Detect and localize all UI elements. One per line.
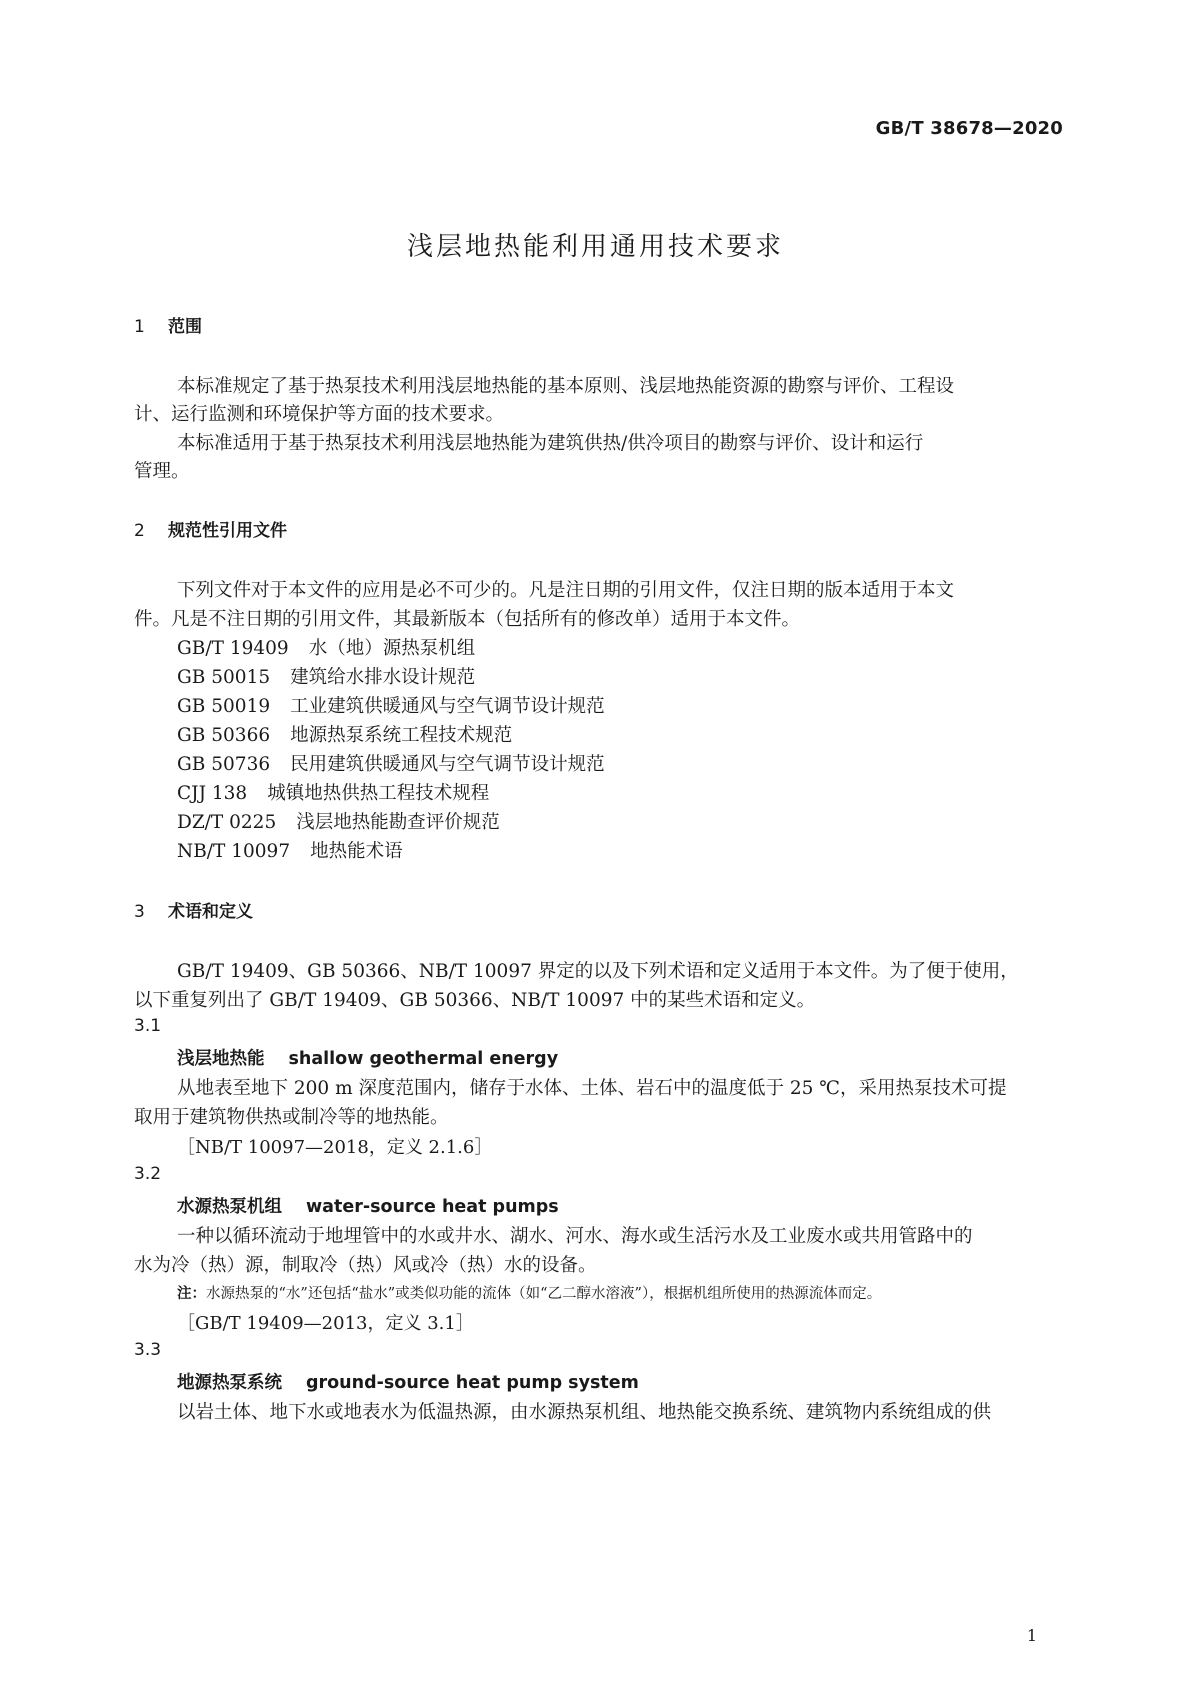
- reference-title: 地热能术语: [310, 841, 403, 862]
- reference-code: CJJ 138: [177, 783, 248, 804]
- reference-title: 民用建筑供暖通风与空气调节设计规范: [290, 754, 605, 775]
- section-title: 规范性引用文件: [168, 521, 287, 541]
- reference-code: NB/T 10097: [177, 841, 291, 862]
- definition-line: 一种以循环流动于地埋管中的水或井水、湖水、河水、海水或生活污水及工业废水或共用管路中的: [177, 1226, 973, 1247]
- reference-title: 城镇地热供热工程技术规程: [267, 783, 490, 804]
- term-chinese: 浅层地热能: [177, 1049, 265, 1069]
- section-2-heading: [134, 516, 287, 541]
- reference-title: 建筑给水排水设计规范: [290, 667, 476, 688]
- section-number: 1: [134, 317, 145, 337]
- reference-item: [177, 721, 512, 747]
- term-chinese: 水源热泵机组: [177, 1197, 282, 1217]
- reference-title: 工业建筑供暖通风与空气调节设计规范: [290, 696, 605, 717]
- reference-item: [177, 692, 605, 718]
- section-title: 术语和定义: [168, 902, 253, 922]
- reference-item: [177, 837, 403, 863]
- reference-code: GB 50736: [177, 754, 271, 775]
- term-source: ［NB/T 10097—2018，定义 2.1.6］: [177, 1137, 493, 1158]
- definition-line: 从地表至地下 200 m 深度范围内，储存于水体、土体、岩石中的温度低于 25 ℃，采用热泵技术可提: [177, 1078, 1007, 1099]
- term-chinese: 地源热泵系统: [177, 1373, 282, 1393]
- reference-code: GB/T 19409: [177, 638, 289, 659]
- paragraph-line: 本标准适用于基于热泵技术利用浅层地热能为建筑供热/供冷项目的勘察与评价、设计和运行: [177, 433, 924, 454]
- term-note: [177, 1282, 881, 1303]
- reference-code: DZ/T 0225: [177, 812, 277, 833]
- note-label: 注：: [177, 1285, 206, 1302]
- section-number: 3: [134, 902, 145, 922]
- term-english: water-source heat pumps: [306, 1197, 559, 1217]
- page-number: 1: [1026, 1626, 1037, 1645]
- paragraph-line: GB/T 19409、GB 50366、NB/T 10097 界定的以及下列术语和定义适用于本文件。为了便于使用，: [177, 961, 1019, 982]
- reference-item: [177, 808, 500, 834]
- definition-line: 水为冷（热）源，制取冷（热）风或冷（热）水的设备。: [134, 1255, 597, 1276]
- term-number: 3.2: [134, 1164, 162, 1184]
- paragraph-line: 下列文件对于本文件的应用是必不可少的。凡是注日期的引用文件，仅注日期的版本适用于本文: [177, 580, 955, 601]
- section-1-heading: [134, 312, 202, 337]
- standard-number: GB/T 38678—2020: [875, 118, 1063, 139]
- reference-item: [177, 663, 475, 689]
- term-heading: [177, 1193, 559, 1218]
- reference-title: 浅层地热能勘查评价规范: [296, 812, 500, 833]
- reference-code: GB 50366: [177, 725, 271, 746]
- term-number: 3.3: [134, 1340, 162, 1360]
- definition-line: 以岩土体、地下水或地表水为低温热源，由水源热泵机组、地热能交换系统、建筑物内系统组成的供: [177, 1402, 992, 1423]
- reference-code: GB 50015: [177, 667, 271, 688]
- definition-line: 取用于建筑物供热或制冷等的地热能。: [134, 1107, 449, 1128]
- reference-item: [177, 750, 605, 776]
- term-heading: [177, 1045, 558, 1070]
- reference-item: [177, 634, 475, 660]
- section-number: 2: [134, 521, 145, 541]
- term-english: shallow geothermal energy: [288, 1049, 559, 1069]
- note-text: 水源热泵的“水”还包括“盐水”或类似功能的流体（如“乙二醇水溶液”），根据机组所使用的热源流体而定。: [206, 1286, 882, 1302]
- document-title: 浅层地热能利用通用技术要求: [406, 232, 784, 262]
- term-source: ［GB/T 19409—2013，定义 3.1］: [177, 1313, 474, 1334]
- reference-item: [177, 779, 489, 805]
- term-english: ground-source heat pump system: [306, 1373, 639, 1393]
- reference-title: 地源热泵系统工程技术规范: [290, 725, 513, 746]
- paragraph-line: 计、运行监测和环境保护等方面的技术要求。: [134, 404, 505, 425]
- term-number: 3.1: [134, 1016, 162, 1036]
- paragraph-line: 件。凡是不注日期的引用文件，其最新版本（包括所有的修改单）适用于本文件。: [134, 609, 801, 630]
- reference-code: GB 50019: [177, 696, 271, 717]
- paragraph-line: 管理。: [134, 461, 190, 482]
- paragraph-line: 本标准规定了基于热泵技术利用浅层地热能的基本原则、浅层地热能资源的勘察与评价、工程设: [177, 376, 955, 397]
- reference-title: 水（地）源热泵机组: [308, 638, 476, 659]
- term-heading: [177, 1369, 639, 1394]
- paragraph-line: 以下重复列出了 GB/T 19409、GB 50366、NB/T 10097 中的某些术语和定义。: [134, 990, 816, 1011]
- section-title: 范围: [168, 317, 202, 337]
- section-3-heading: [134, 897, 253, 922]
